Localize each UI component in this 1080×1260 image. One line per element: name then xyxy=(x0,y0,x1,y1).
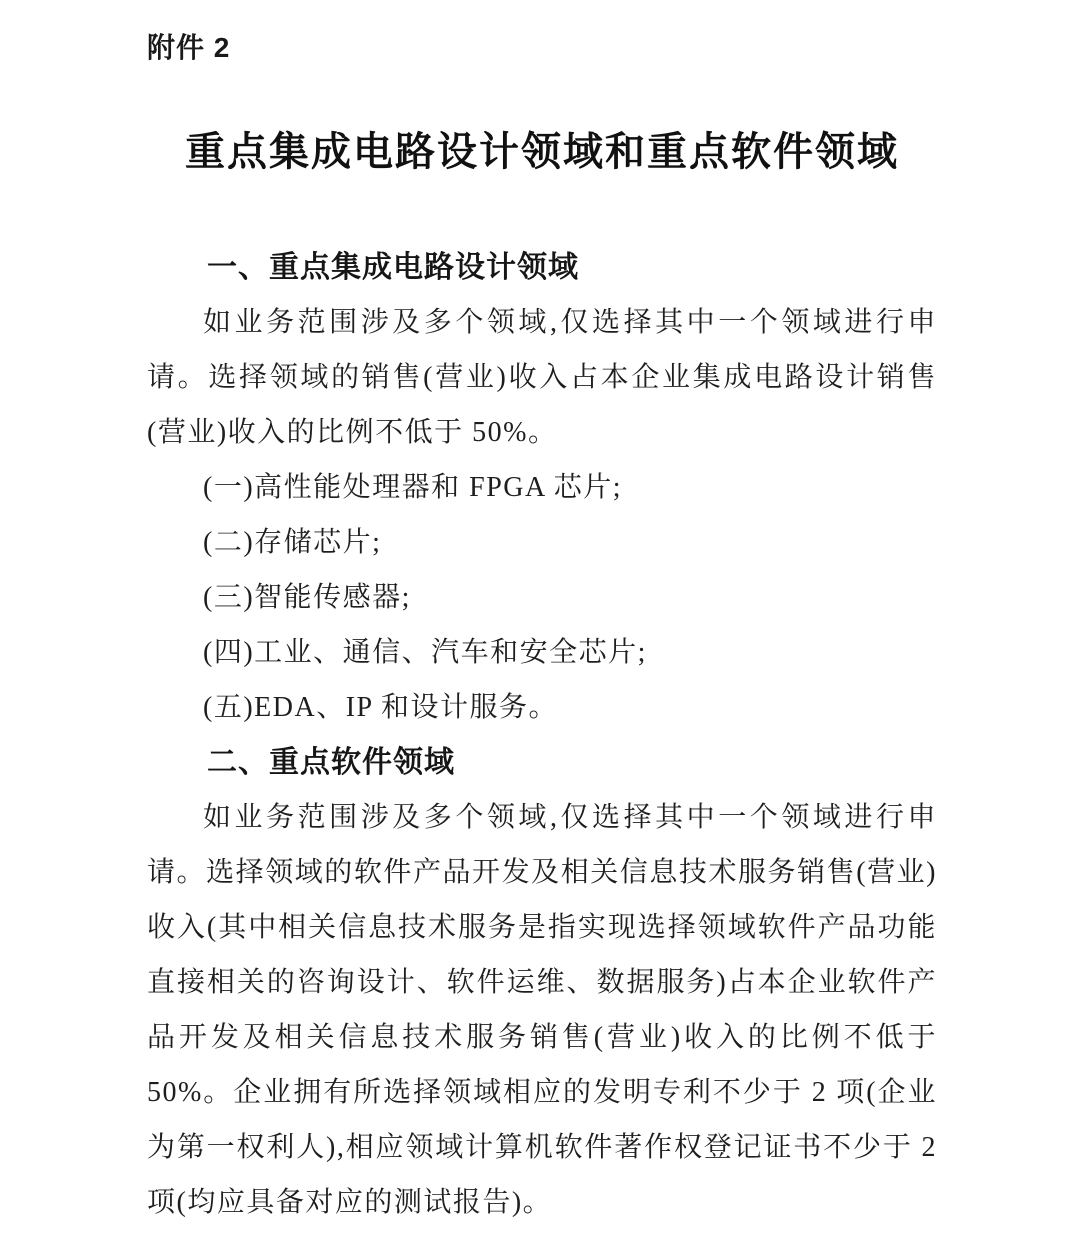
section-1-item-1: (一)高性能处理器和 FPGA 芯片; xyxy=(203,472,622,503)
attachment-label: 附件 2 xyxy=(147,32,231,63)
section-1-heading: 一、重点集成电路设计领域 xyxy=(207,251,579,284)
section-1-item-2: (二)存储芯片; xyxy=(203,527,382,558)
section-2-paragraph: 如业务范围涉及多个领域,仅选择其中一个领域进行申请。选择领域的软件产品开发及相关信息技术服务销售(营业)收入(其中相关信息技术服务是指实现选择领域软件产品功能直接相关的咨询设计、软件运维、数据服务)占本企业软件产品开发及相关信息技术服务销售(营业)收入的比例不低于 50%。企业拥有所选择领域相应的发明专利不少于 2 项(企业为第一权利人),相应领域计算机软件著作权登记证书不少于 2 项(均应具备对应的测试报告)。 xyxy=(147,802,937,1218)
section-2-heading: 二、重点软件领域 xyxy=(207,746,455,779)
section-1-item-3: (三)智能传感器; xyxy=(203,582,411,613)
section-1-item-4: (四)工业、通信、汽车和安全芯片; xyxy=(203,637,647,668)
document-title: 重点集成电路设计领域和重点软件领域 xyxy=(185,129,899,174)
section-1-paragraph: 如业务范围涉及多个领域,仅选择其中一个领域进行申请。选择领域的销售(营业)收入占本企业集成电路设计销售(营业)收入的比例不低于 50%。 xyxy=(147,307,937,448)
section-1-item-5: (五)EDA、IP 和设计服务。 xyxy=(203,692,559,723)
